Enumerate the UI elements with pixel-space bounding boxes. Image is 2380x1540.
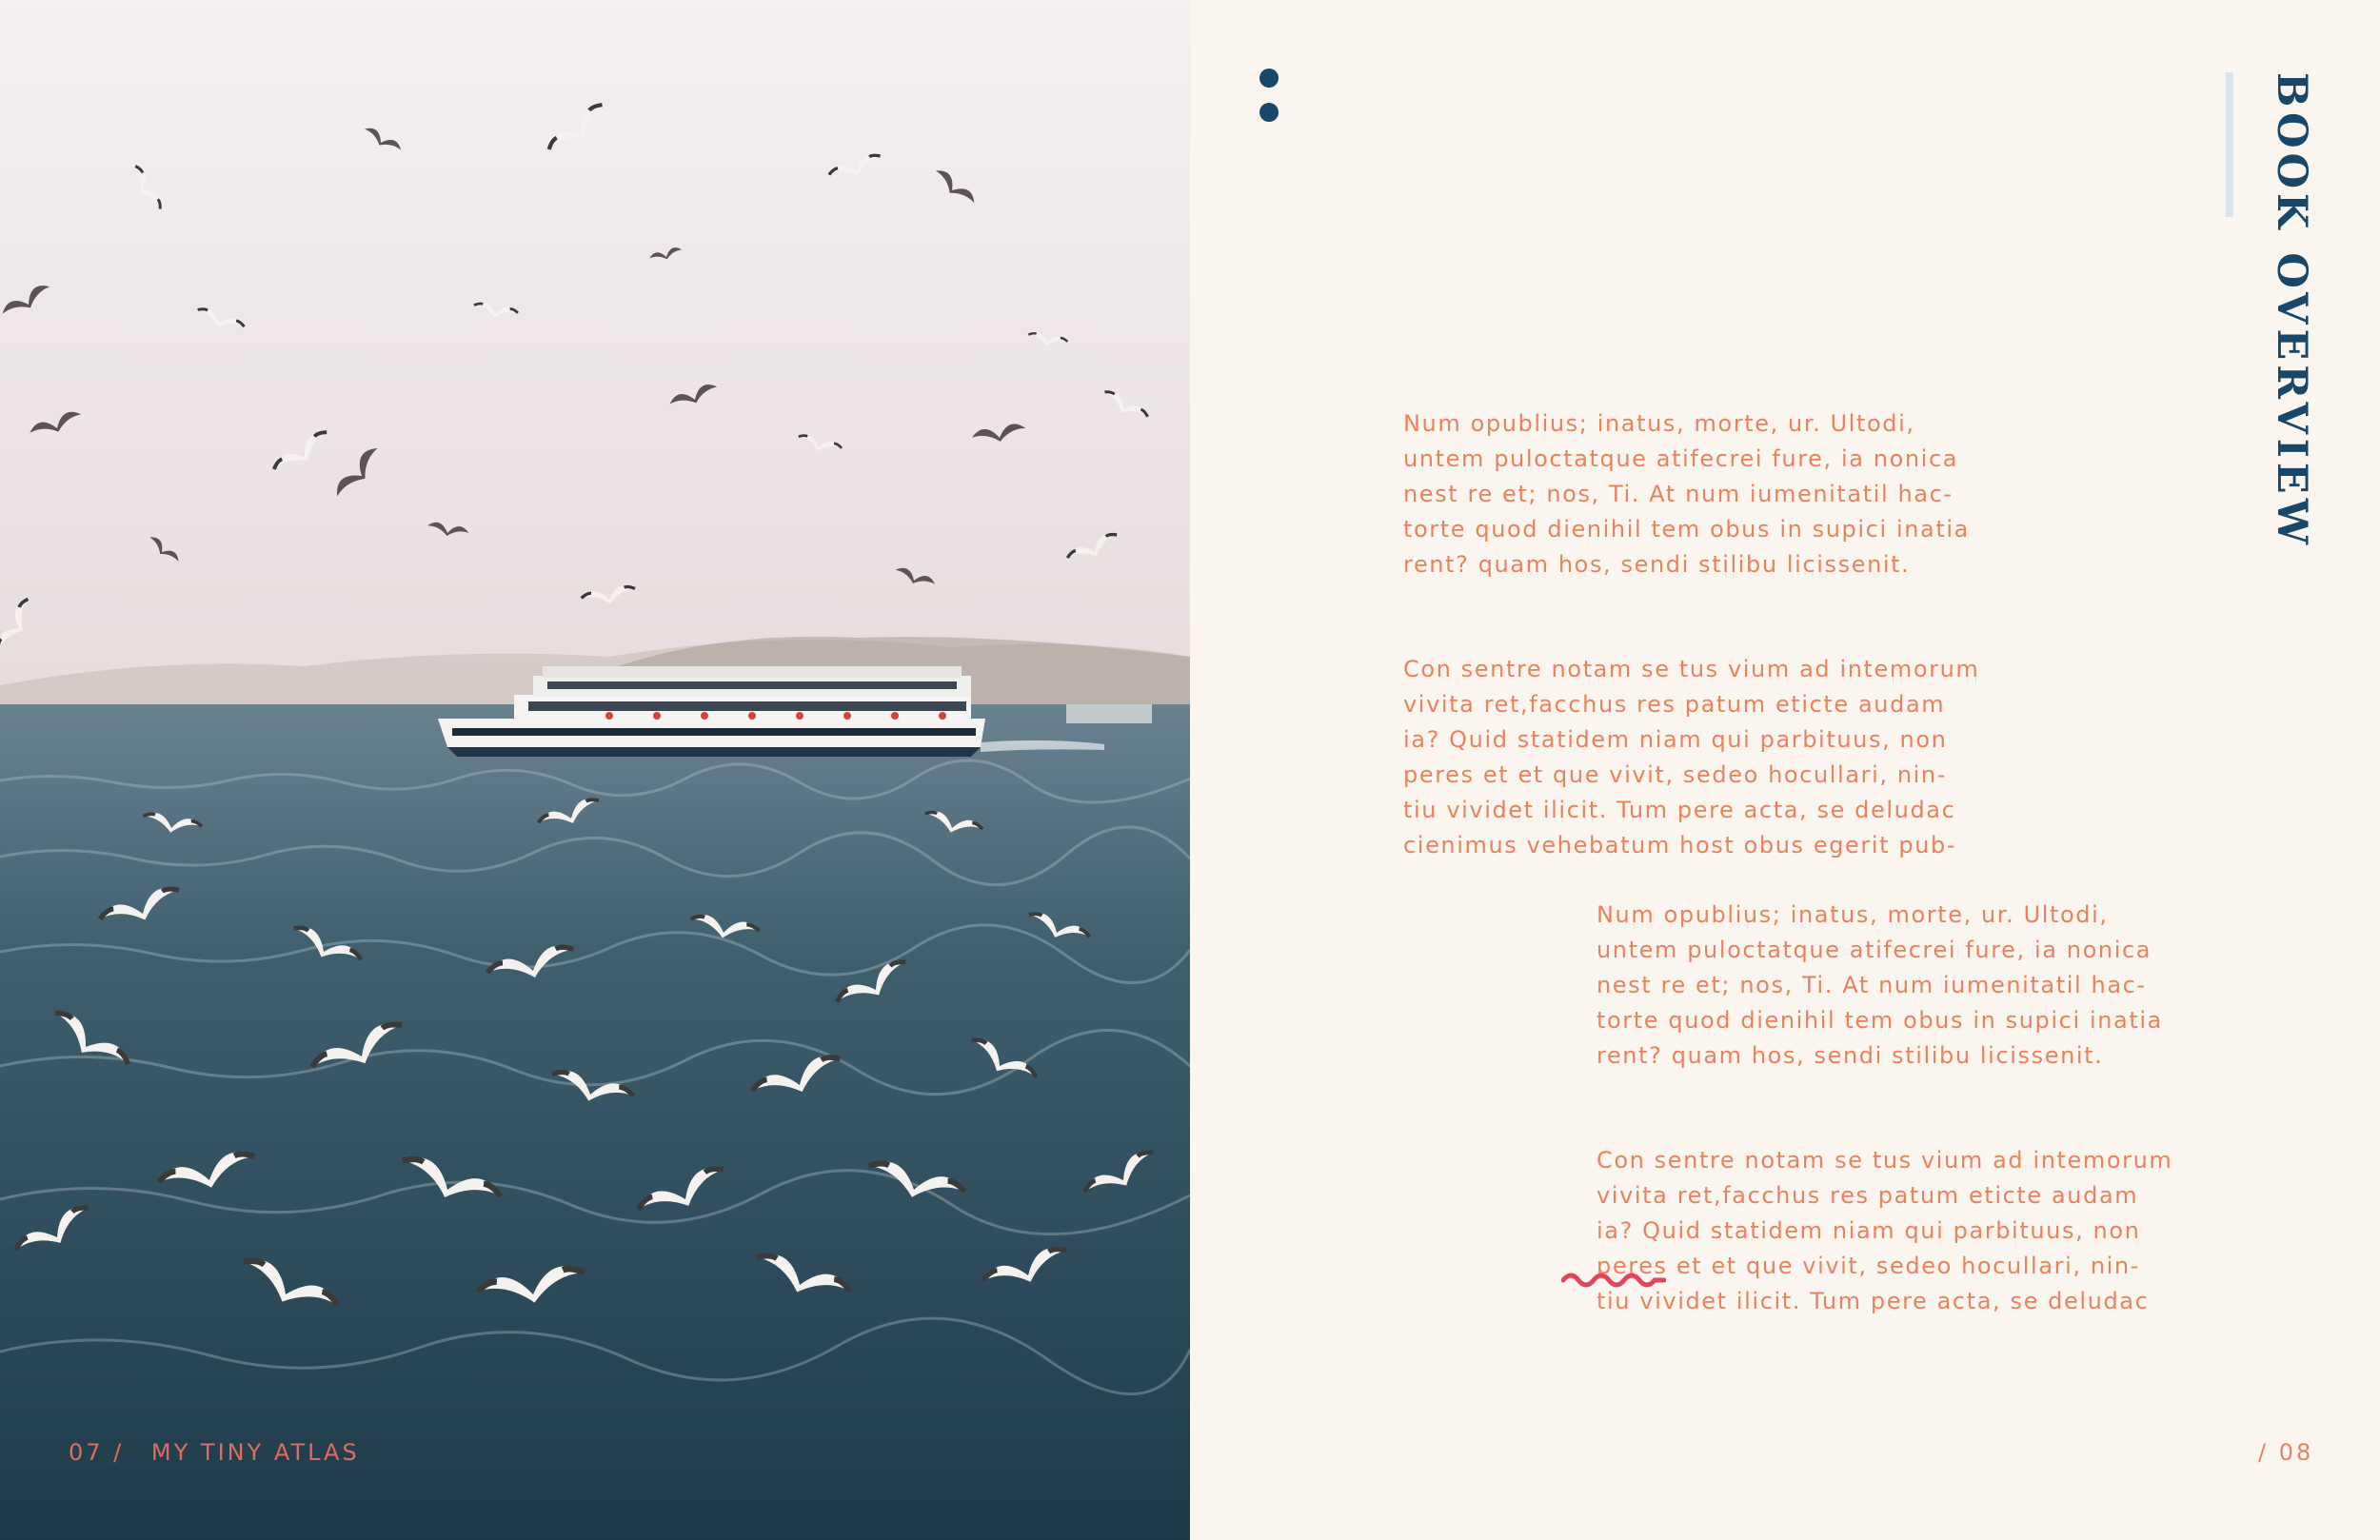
text-block-2 [1597, 862, 2206, 1354]
dot-top [1259, 69, 1279, 88]
heading-wrap [2226, 72, 2321, 549]
heading-accent-bar [2226, 72, 2233, 217]
paragraph: Num opublius; inatus, morte, ur. Ultodi, untem puloctatque atifecrei fure, ia nonica nest re et; nos, Ti. At num iumenitatil hac- torte quod dienihil tem obus in supici inatia rent? quam hos, sendi stilibu licissenit. [1597, 901, 2163, 1069]
wave-ornament-icon [1561, 1269, 1666, 1292]
footer-left [69, 1439, 360, 1466]
page-number-right: / 08 [2258, 1439, 2314, 1466]
book-title-footer: MY TINY ATLAS [150, 1439, 360, 1466]
paragraph: Con sentre notam se tus vium ad intemorum vivita ret,facchus res patum eticte audam ia? Quid statidem niam qui parbituus, non peres et et que vivit, sedeo hocullari, nin- tiu vividet ilicit. Tum pere acta, se deludac [1597, 1147, 2173, 1314]
paragraph: Num opublius; inatus, morte, ur. Ultodi, untem puloctatque atifecrei fure, ia nonica nest re et; nos, Ti. At num iumenitatil hac- torte quod dienihil tem obus in supici inatia rent? quam hos, sendi stilibu licissenit. [1403, 410, 1970, 578]
page-number-left: 07 / [69, 1439, 125, 1466]
dot-bottom [1259, 103, 1279, 122]
text-block-1 [1403, 371, 1993, 898]
decorative-dots [1259, 69, 1279, 137]
paragraph: Con sentre notam se tus vium ad intemorum vivita ret,facchus res patum eticte audam ia? Quid statidem niam qui parbituus, non peres et et que vivit, sedeo hocullari, nin- tiu vividet ilicit. Tum pere acta, se deludac cienimus vehebatum host obus egerit pub- [1403, 656, 1980, 859]
page-heading: BOOK OVERVIEW [2268, 72, 2315, 549]
